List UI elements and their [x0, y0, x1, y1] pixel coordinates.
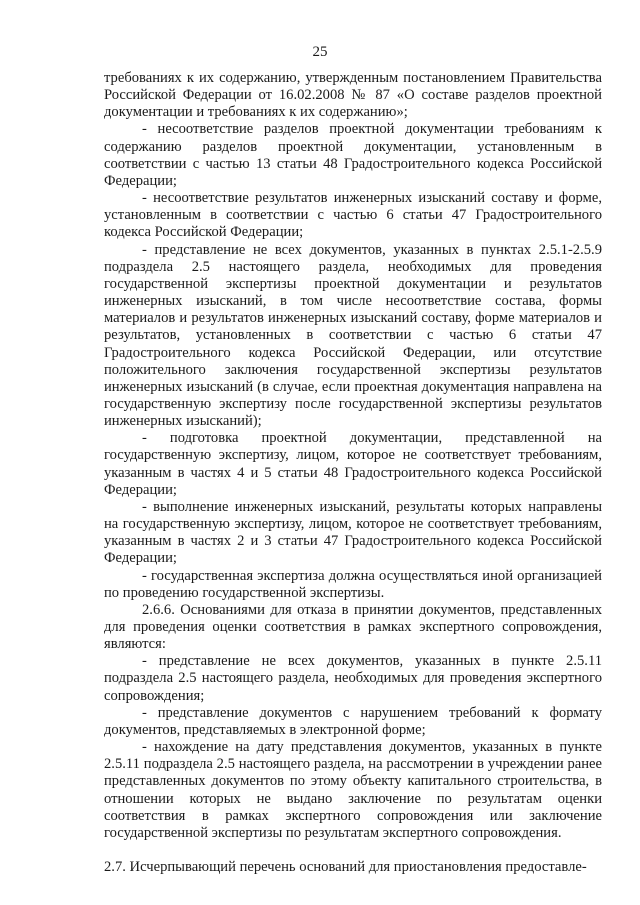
document-body	[104, 70, 602, 876]
paragraph-continuation: требованиях к их содержанию, утвержденным постановлением Правительства Российской Федерации от 16.02.2008 № 87 «О составе разделов проектной документации и требованиях к их содержанию»;	[104, 70, 602, 121]
list-item-format-violation: - представление документов с нарушением требований к формату документов, представляемых в электронной форме;	[104, 704, 602, 738]
list-item-sections-mismatch: - несоответствие разделов проектной документации требованиям к содержанию разделов проектной документации, установленным в соответствии с частью 13 статьи 48 Градостроительного кодекса Российской Федерации;	[104, 121, 602, 189]
list-item-pending-review: - нахождение на дату представления документов, указанных в пункте 2.5.11 подраздела 2.5 настоящего раздела, на рассмотрении в учреждении ранее представленных документов по этому объекту капитального строительства, в отношении которых не выдано заключение по результатам оценки соответствия в рамках экспертного сопровождения или заключение государственной экспертизы по результатам экспертного сопровождения.	[104, 739, 602, 841]
list-item-surveys-mismatch: - несоответствие результатов инженерных изысканий составу и форме, установленным в соответствии с частью 6 статьи 47 Градостроительного кодекса Российской Федерации;	[104, 190, 602, 241]
list-item-design-preparer: - подготовка проектной документации, представленной на государственную экспертизу, лицом, которое не соответствует требованиям, указанным в частях 4 и 5 статьи 48 Градостроительного кодекса Российской Федерации;	[104, 430, 602, 498]
list-item-incomplete-2-5-11: - представление не всех документов, указанных в пункте 2.5.11 подраздела 2.5 настоящего раздела, необходимых для проведения экспертного сопровождения;	[104, 653, 602, 704]
page-number: 25	[312, 44, 328, 60]
clause-2-6-6: 2.6.6. Основаниями для отказа в принятии документов, представленных для проведения оценки соответствия в рамках экспертного сопровождения, являются:	[104, 601, 602, 653]
list-item-incomplete-documents: - представление не всех документов, указанных в пунктах 2.5.1-2.5.9 подраздела 2.5 настоящего раздела, необходимых для проведения государственной экспертизы проектной документации и результатов инженерных изысканий, в том числе несоответствие состава, формы материалов и результатов инженерных изысканий составу, форме материалов и результатов, установленных в соответствии с частью 6 статьи 47 Градостроительного кодекса Российской Федерации, или отсутствие положительного заключения государственной экспертизы результатов инженерных изысканий (в случае, если проектная документация направлена на государственную экспертизу после государственной экспертизы результатов инженерных изысканий);	[104, 241, 602, 430]
list-item-other-organization: - государственная экспертиза должна осуществляться иной организацией по проведению государственной экспертизы.	[104, 567, 602, 601]
list-item-survey-performer: - выполнение инженерных изысканий, результаты которых направлены на государственную экспертизу, лицом, которое не соответствует требованиям, указанным в частях 2 и 3 статьи 47 Градостроительного кодекса Российской Федерации;	[104, 498, 602, 567]
section-heading-2-7: 2.7. Исчерпывающий перечень оснований для приостановления предоставле-	[104, 859, 587, 876]
